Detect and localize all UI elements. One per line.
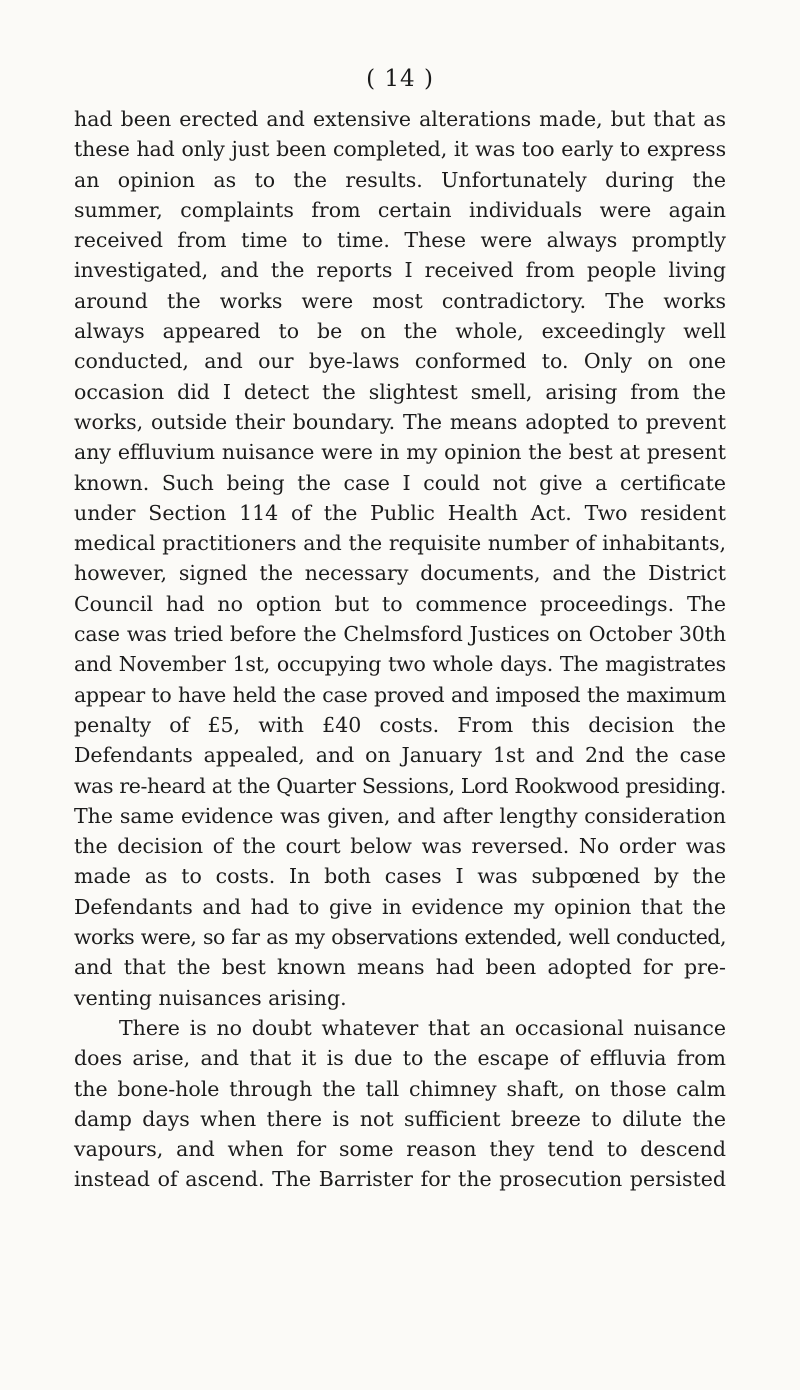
- text-line: Defendants and had to give in evidence my opinion that the: [74, 894, 726, 919]
- text-line: works, outside their boundary. The means adopted to prevent: [74, 409, 726, 434]
- text-line: vapours, and when for some reason they tend to descend: [74, 1137, 726, 1162]
- text-line: however, signed the necessary documents, and the District: [74, 561, 726, 586]
- text-line: known. Such being the case I could not give a certificate: [74, 470, 726, 495]
- text-line: these had only just been completed, it was too early to express: [74, 137, 726, 162]
- text-line: always appeared to be on the whole, exceedingly well: [74, 319, 726, 344]
- text-line: Council had no option but to commence proceedings. The: [74, 591, 726, 616]
- text-line: occasion did I detect the slightest smell, arising from the: [74, 379, 726, 404]
- text-line: Defendants appealed, and on January 1st and 2nd the case: [74, 743, 726, 768]
- text-line: the decision of the court below was reversed. No order was: [74, 834, 726, 859]
- text-line: venting nuisances arising.: [74, 985, 347, 1010]
- text-line: and that the best known means had been adopted for pre-: [74, 955, 726, 980]
- text-line: instead of ascend. The Barrister for the prosecution persisted: [74, 1167, 726, 1192]
- text-line: had been erected and extensive alterations made, but that as: [74, 107, 726, 131]
- text-line: an opinion as to the results. Unfortunately during the: [74, 167, 726, 192]
- text-line: damp days when there is not sufficient breeze to dilute the: [74, 1106, 726, 1131]
- text-line: summer, complaints from certain individuals were again: [74, 197, 726, 222]
- text-line: The same evidence was given, and after lengthy consideration: [74, 803, 726, 828]
- text-line: appear to have held the case proved and imposed the maximum: [74, 682, 726, 707]
- text-line: investigated, and the reports I received from people living: [74, 258, 726, 283]
- text-line: There is no doubt whatever that an occasional nuisance: [119, 1015, 726, 1040]
- text-line: the bone-hole through the tall chimney shaft, on those calm: [74, 1076, 726, 1101]
- text-line: does arise, and that it is due to the escape of effluvia from: [74, 1046, 726, 1071]
- text-line: case was tried before the Chelmsford Justices on October 30th: [74, 622, 726, 647]
- body-text: [74, 104, 726, 1195]
- text-line: medical practitioners and the requisite number of inhabitants,: [74, 531, 726, 556]
- text-line: works were, so far as my observations extended, well conducted,: [74, 925, 726, 950]
- text-line: under Section 114 of the Public Health Act. Two resident: [74, 500, 726, 525]
- text-line: made as to costs. In both cases I was subpœned by the: [74, 864, 726, 889]
- text-line: any effluvium nuisance were in my opinion the best at present: [74, 440, 726, 465]
- text-line: received from time to time. These were always promptly: [74, 228, 726, 253]
- page-number: ( 14 ): [366, 66, 434, 92]
- paragraph: [74, 104, 726, 1013]
- text-line: conducted, and our bye-laws conformed to. Only on one: [74, 349, 726, 374]
- text-line: and November 1st, occupying two whole days. The magistrates: [74, 652, 726, 677]
- paragraph: [74, 1013, 726, 1195]
- text-line: was re-heard at the Quarter Sessions, Lord Rookwood presiding.: [74, 773, 726, 798]
- text-line: around the works were most contradictory. The works: [74, 288, 726, 313]
- text-line: penalty of £5, with £40 costs. From this decision the: [74, 712, 726, 737]
